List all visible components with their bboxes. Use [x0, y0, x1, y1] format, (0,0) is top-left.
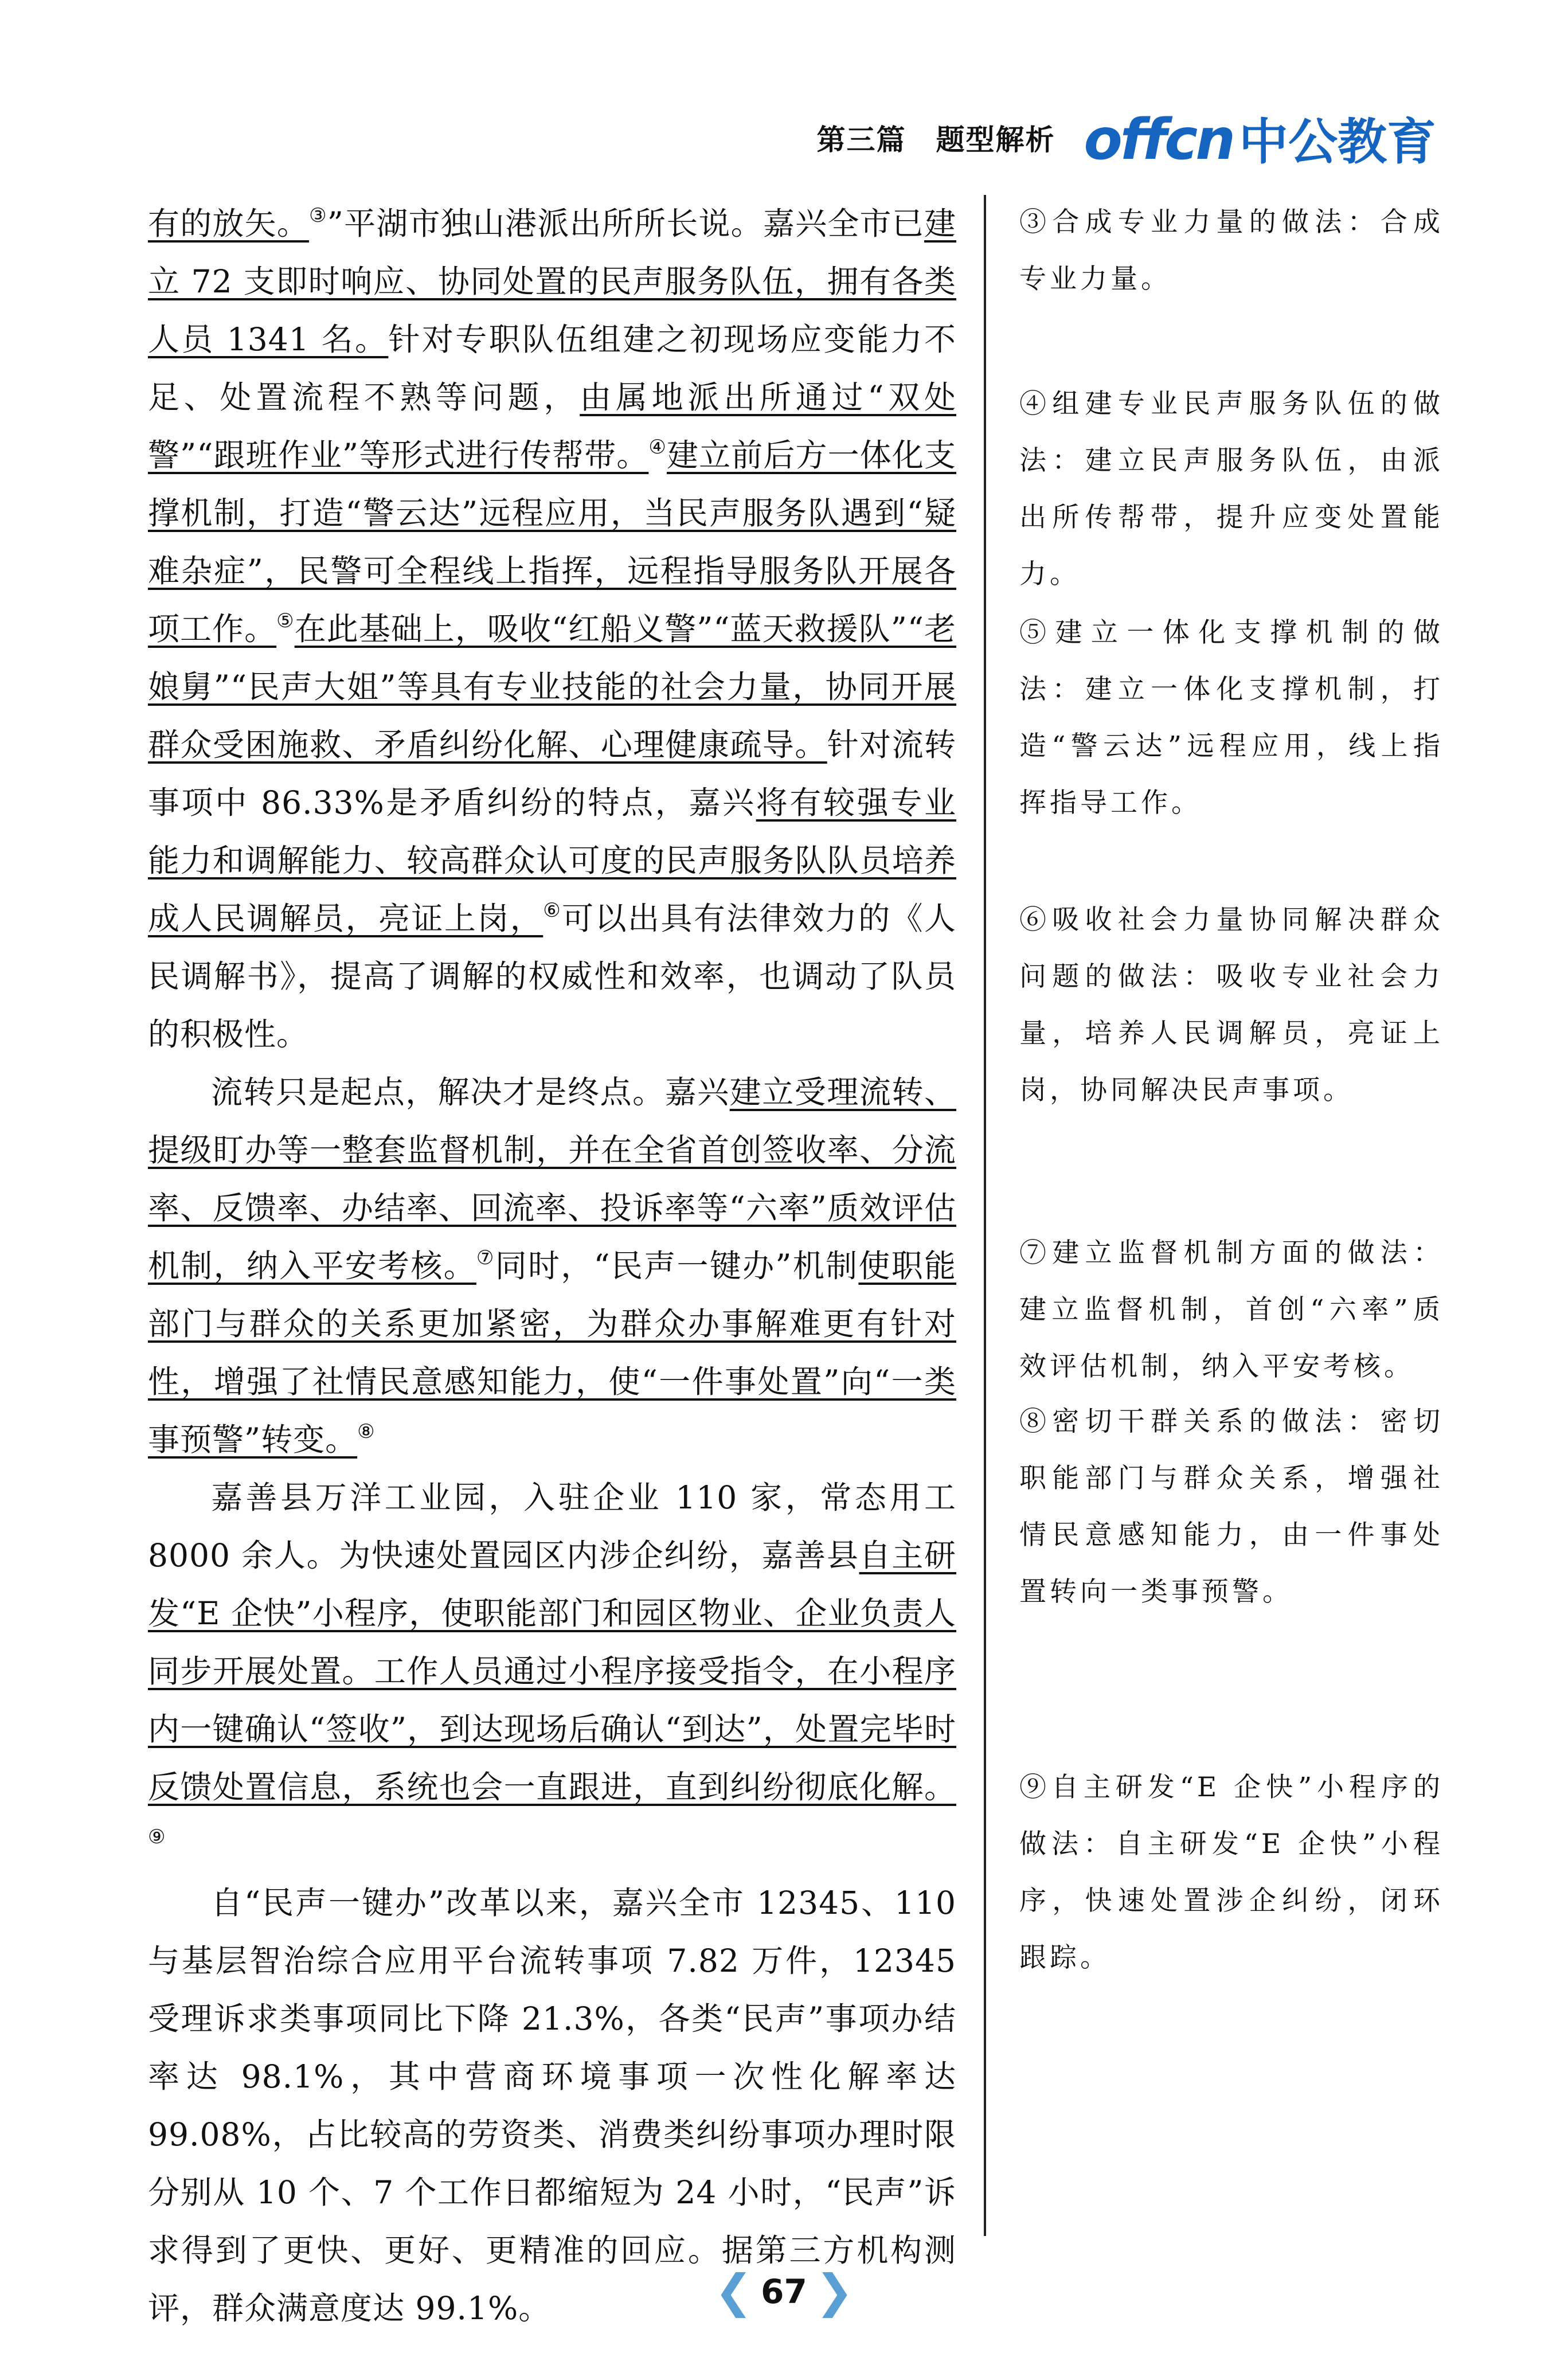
main-text-column [148, 195, 956, 2337]
text: 可以出具有法律效力的《人民调解书》，提高了调解的权威性和效率，也调动了队员的积极性。 [148, 900, 956, 1053]
page-number: 67 [761, 2272, 807, 2311]
logo-latin: offcn [1084, 107, 1233, 173]
margin-note-8: ⑧密切干群关系的做法：密切职能部门与群众关系，增强社情民意感知能力，由一件事处置转向一类事预警。 [1019, 1406, 1444, 1608]
underlined-text: 自主研发“E 企快”小程序，使职能部门和园区物业、企业负责人同步开展处置。工作人员通过小程序接受指令，在小程序内一键确认“签收”，到达现场后确认“到达”，处置完毕时反馈处置信息，系统也会一直跟进，直到纠纷彻底化解。 [148, 1537, 956, 1805]
text: ”平湖市独山港派出所所长说。嘉兴全市已 [327, 205, 924, 242]
underlined-text: 建立前后方一体化支撑机制，打造“警云达”远程应用，当民声服务队遇到“疑难杂症”，民警可全程线上指挥，远程指导服务队开展各项工作。 [148, 437, 956, 647]
margin-note-5: ⑤建立一体化支撑机制的做法：建立一体化支撑机制，打造“警云达”远程应用，线上指挥指导工作。 [1019, 617, 1444, 819]
paragraph-4: 自“民声一键办”改革以来，嘉兴全市 12345、110 与基层智治综合应用平台流转事项 7.82 万件，12345 受理诉求类事项同比下降 21.3%，各类“民声”事项办结率达 98.1%，其中营商环境事项一次性化解率达 99.08%，占比较高的劳资类、消费类纠纷事项办理时限分别从 10 个、7 个工作日都缩短为 24 小时，“民声”诉求得到了更快、更好、更精准的回应。据第三方机构测评，群众满意度达 99.1%。 [148, 1885, 956, 2327]
marker-9: ⑨ [148, 1825, 166, 1848]
text: 针对流转事项中 86.33%是矛盾纠纷的特点，嘉兴 [148, 726, 956, 821]
text: 针对专职队伍组建之初现场应变能力不足、处置流程不熟等问题， [148, 321, 956, 416]
margin-note-7: ⑦建立监督机制方面的做法：建立监督机制，首创“六率”质效评估机制，纳入平安考核。 [1019, 1237, 1444, 1382]
underlined-text: 使职能部门与群众的关系更加紧密，为群众办事解难更有针对性，增强了社情民意感知能力，使“一件事处置”向“一类事预警”转变。 [148, 1248, 956, 1458]
margin-note-4: ④组建专业民声服务队伍的做法：建立民声服务队伍，由派出所传帮带，提升应变处置能力。 [1019, 388, 1444, 590]
margin-note-9: ⑨自主研发“E 企快”小程序的做法：自主研发“E 企快”小程序，快速处置涉企纠纷，闭环跟踪。 [1019, 1772, 1444, 1973]
paragraph-1 [148, 195, 956, 1064]
logo-chinese: 中公教育 [1239, 114, 1436, 171]
marker-5: ⑤ [276, 609, 295, 632]
paragraph-3 [148, 1469, 956, 1874]
underlined-text: 建立受理流转、提级盯办等一整套监督机制，并在全省首创签收率、分流率、反馈率、办结率、回流率、投诉率等“六率”质效评估机制，纳入平安考核。 [148, 1074, 956, 1284]
text: 流转只是起点，解决才是终点。嘉兴 [211, 1074, 730, 1111]
text: 嘉善县万洋工业园，入驻企业 110 家，常态用工 8000 余人。为快速处置园区内涉企纠纷，嘉善县 [148, 1479, 956, 1574]
text: 同时，“民声一键办”机制 [495, 1248, 859, 1284]
laurel-left-icon: ❮ [714, 2265, 753, 2318]
offcn-logo [1084, 102, 1436, 173]
laurel-right-icon: ❯ [815, 2265, 854, 2318]
marker-3: ③ [309, 204, 327, 227]
margin-note-3: ③合成专业力量的做法：合成专业力量。 [1019, 206, 1444, 295]
margin-note-6: ⑥吸收社会力量协同解决群众问题的做法：吸收专业社会力量，培养人民调解员，亮证上岗，协同解决民声事项。 [1019, 904, 1444, 1106]
section-title: 第三篇 题型解析 [816, 123, 1055, 157]
column-divider [984, 195, 986, 2236]
underlined-text: 将有较强专业能力和调解能力、较高群众认可度的民声服务队队员培养成人民调解员，亮证上岗， [148, 784, 956, 937]
underlined-text: 由属地派出所通过“双处警”“跟班作业”等形式进行传帮带。 [148, 379, 956, 474]
underlined-text: 有的放矢。 [148, 205, 310, 242]
marker-8: ⑧ [357, 1420, 376, 1443]
paragraph-2 [148, 1064, 956, 1469]
page-number-footer [0, 2265, 1568, 2318]
marker-7: ⑦ [476, 1246, 495, 1269]
underlined-text: 建立 72 支即时响应、协同处置的民声服务队伍，拥有各类人员 1341 名。 [148, 205, 956, 358]
underlined-text: 在此基础上，吸收“红船义警”“蓝天救援队”“老娘舅”“民声大姐”等具有专业技能的社会力量，协同开展群众受困施救、矛盾纠纷化解、心理健康疏导。 [148, 611, 957, 763]
page-header [817, 97, 1436, 178]
marker-4: ④ [648, 436, 667, 459]
marker-6: ⑥ [543, 899, 562, 922]
